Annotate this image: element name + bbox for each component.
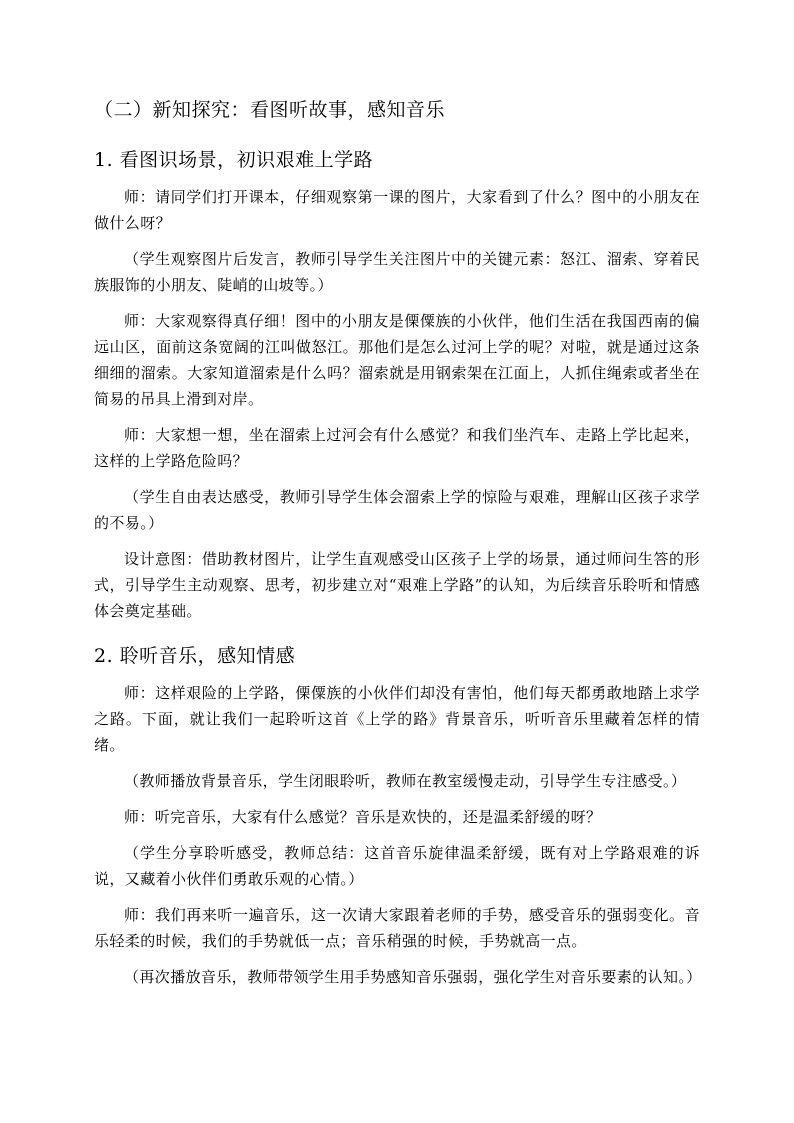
paragraph: 师：请同学们打开课本，仔细观察第一课的图片，大家看到了什么？图中的小朋友在做什么呀？ xyxy=(94,188,700,232)
paragraph: （学生自由表达感受，教师引导学生体会溜索上学的惊险与艰难，理解山区孩子求学的不易。） xyxy=(94,488,700,532)
paragraph: （学生观察图片后发言，教师引导学生关注图片中的关键元素：怒江、溜索、穿着民族服饰的小朋友、陡峭的山坡等。） xyxy=(94,250,700,294)
paragraph: 师：这样艰险的上学路，傈僳族的小伙伴们却没有害怕，他们每天都勇敢地踏上求学之路。下面，就让我们一起聆听这首《上学的路》背景音乐，听听音乐里藏着怎样的情绪。 xyxy=(94,684,700,754)
paragraph: 师：大家想一想，坐在溜索上过河会有什么感觉？和我们坐汽车、走路上学比起来，这样的上学路危险吗？ xyxy=(94,426,700,470)
paragraph: （再次播放音乐，教师带领学生用手势感知音乐强弱，强化学生对音乐要素的认知。） xyxy=(124,968,702,986)
part-1-heading: 1. 看图识场景，初识艰难上学路 xyxy=(94,149,374,171)
part-2 xyxy=(94,642,700,990)
part-2-heading: 2. 聆听音乐，感知情感 xyxy=(94,645,296,667)
design-intent-paragraph: 设计意图：借助教材图片，让学生直观感受山区孩子上学的场景，通过师问生答的形式，引导学生主动观察、思考，初步建立对“艰难上学路”的认知，为后续音乐聆听和情感体会奠定基础。 xyxy=(94,550,700,620)
part-1 xyxy=(94,146,700,624)
paragraph: 师：大家观察得真仔细！图中的小朋友是傈僳族的小伙伴，他们生活在我国西南的偏远山区，面前这条宽阔的江叫做怒江。那他们是怎么过河上学的呢？对啦，就是通过这条细细的溜索。大家知道溜索是什么吗？溜索就是用钢索架在江面上，人抓住绳索或者坐在简易的吊具上滑到对岸。 xyxy=(94,312,700,408)
paragraph: 师：听完音乐，大家有什么感觉？音乐是欢快的，还是温柔舒缓的呀？ xyxy=(124,808,602,826)
paragraph: （学生分享聆听感受，教师总结：这首音乐旋律温柔舒缓，既有对上学路艰难的诉说，又藏着小伙伴们勇敢乐观的心情。） xyxy=(94,844,700,888)
paragraph: 师：我们再来听一遍音乐，这一次请大家跟着老师的手势，感受音乐的强弱变化。音乐轻柔的时候，我们的手势就低一点；音乐稍强的时候，手势就高一点。 xyxy=(94,906,700,950)
paragraph: （教师播放背景音乐，学生闭眼聆听，教师在教室缓慢走动，引导学生专注感受。） xyxy=(124,772,687,790)
section-title: （二）新知探究：看图听故事，感知音乐 xyxy=(94,99,446,121)
